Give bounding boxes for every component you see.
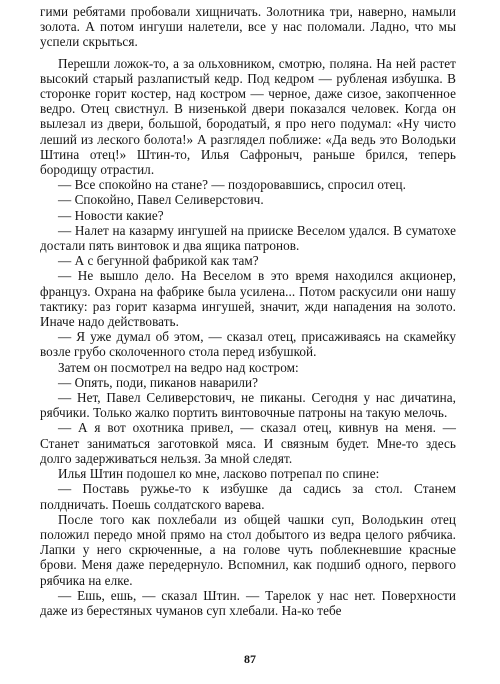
paragraph-17: — Ешь, ешь, — сказал Штин. — Тарелок у нас нет. Поверхности даже из берестяных чуманов суп хлебали. На-ко тебе bbox=[40, 587, 456, 618]
body-text bbox=[40, 4, 456, 618]
paragraph-8: — Не вышло дело. На Веселом в это время находился акционер, француз. Охрана на фабрике была усилена... Потом раскусили они нашу тактику: раз горит казарма ингушей, значит, жди нападения на золото. Иначе надо действовать. bbox=[40, 268, 456, 330]
paragraph-9: — Я уже думал об этом, — сказал отец, присаживаясь на скамейку возле грубо сколоченного стола перед избушкой. bbox=[40, 329, 456, 360]
paragraph-10: Затем он посмотрел на ведро над костром: bbox=[58, 359, 299, 375]
paragraph-13: — А я вот охотника привел, — сказал отец, кивнув на меня. — Станет заниматься заготовкой мяса. И связным будет. Мне-то здесь долго задерживаться нельзя. За мной следят. bbox=[40, 420, 456, 466]
paragraph-16: После того как похлебали из общей чашки суп, Володькин отец положил передо мной прямо на стол добытого из ведра целого рябчика. Лапки у него скрюченные, а на голове чуть поблекневшие красные брови. Меня даже передернуло. Вспомнил, как подшиб одного, первого рябчика на елке. bbox=[40, 511, 456, 588]
page-number: 87 bbox=[244, 652, 256, 666]
paragraph-6: — Налет на казарму ингушей на прииске Веселом удался. В суматохе достали пять винтовок и два ящика патронов. bbox=[40, 222, 456, 254]
paragraph-3: — Все спокойно на стане? — поздоровавшись, спросил отец. bbox=[58, 177, 406, 193]
paragraph-1: гими ребятами пробовали хищничать. Золотника три, наверно, намыли золота. А потом ингуши налетели, все у нас поломали. Ладно, что мы успели скрыться. bbox=[40, 4, 456, 50]
paragraph-15: — Поставь ружье-то к избушке да садись за стол. Станем полдничать. Поешь солдатского варева. bbox=[40, 481, 456, 512]
paragraph-4: — Спокойно, Павел Селиверстович. bbox=[58, 192, 264, 208]
paragraph-7: — А с бегунной фабрикой как там? bbox=[58, 253, 259, 269]
paragraph-14: Илья Штин подошел ко мне, ласково потрепал по спине: bbox=[58, 466, 380, 482]
paragraph-5: — Новости какие? bbox=[58, 207, 164, 223]
paragraph-2: Перешли ложок-то, а за ольховником, смотрю, поляна. На ней растет высокий старый разлапистый кедр. Под кедром — рубленая избушка. В сторонке горит костер, над костром — черное, даже сизое, закопченное ведро. Отец свистнул. В низенькой двери показался человек. Когда он вылезал из двери, большой, бородатый, я про него подумал: «Ну чисто леший из леского болота!» А разглядел поближе: «Да ведь это Володьки Штина отец!» Штин-то, Илья Сафроныч, раньше брился, теперь бородищу отрастил. bbox=[40, 55, 456, 178]
paragraph-11: — Опять, поди, пиканов наварили? bbox=[58, 374, 259, 390]
paragraph-12: — Нет, Павел Селиверстович, не пиканы. Сегодня у нас дичатина, рябчики. Только жалко портить винтовочные патроны на такую мелочь. bbox=[40, 390, 456, 421]
